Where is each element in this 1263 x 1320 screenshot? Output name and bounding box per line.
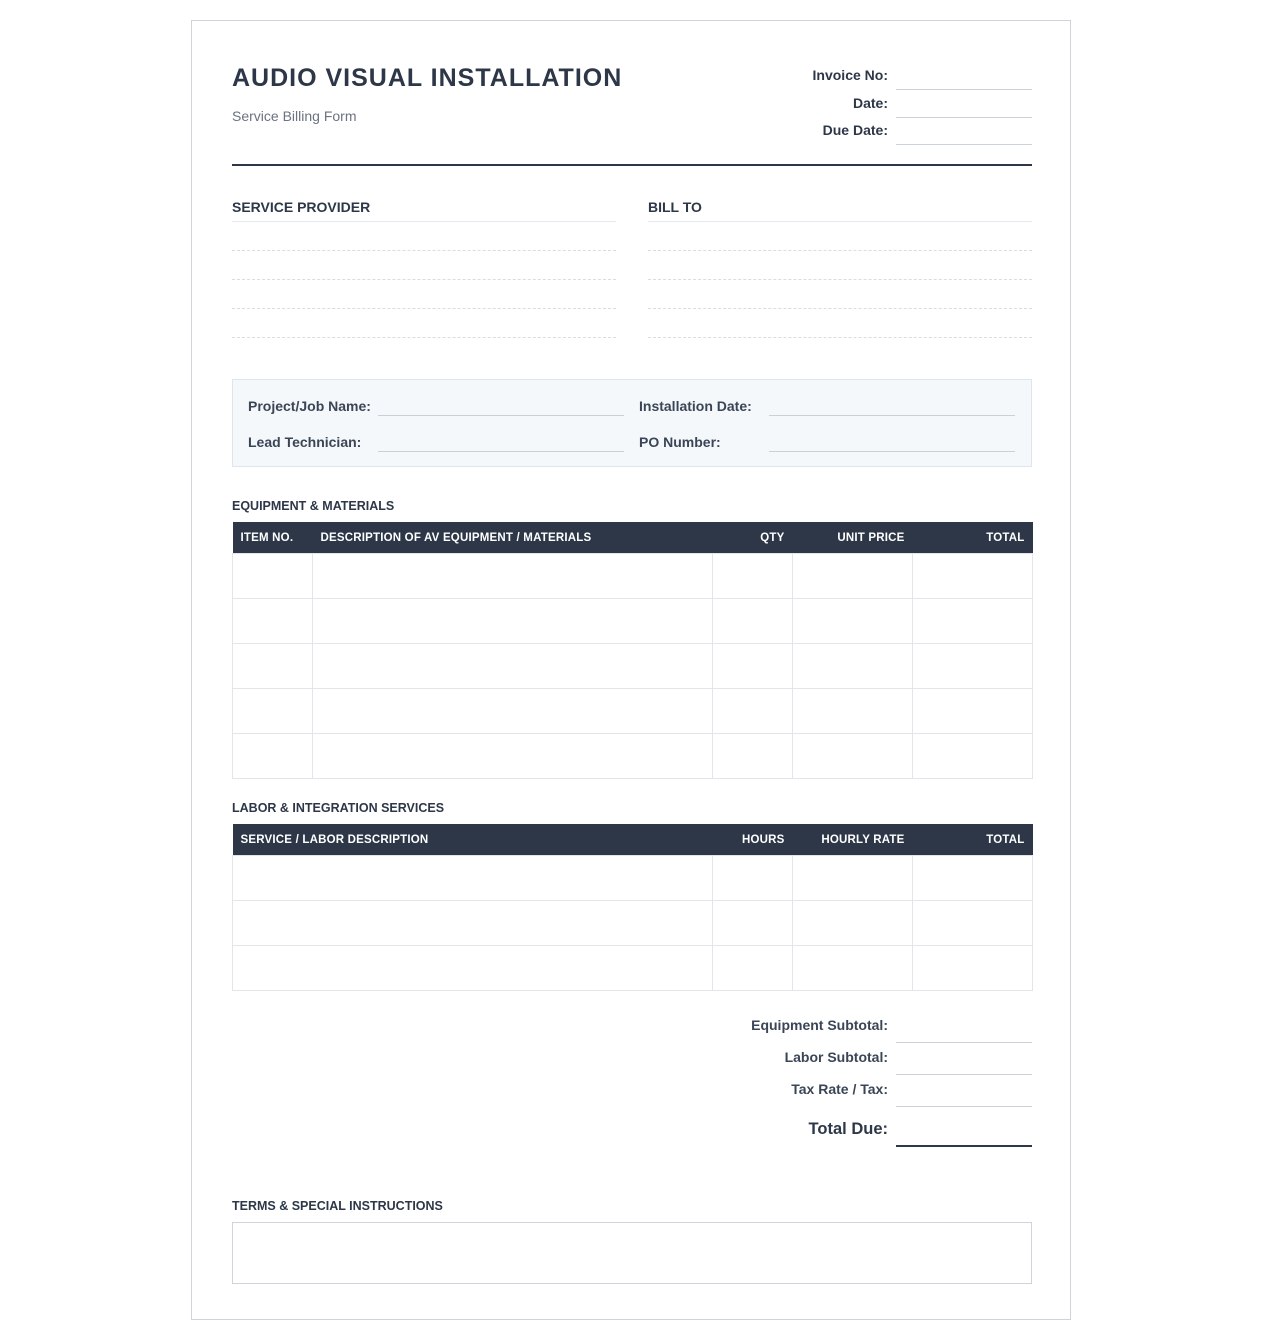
- table-cell[interactable]: [313, 689, 713, 734]
- table-cell[interactable]: [713, 554, 793, 599]
- due-date-row: [732, 120, 1032, 148]
- table-cell[interactable]: [913, 734, 1033, 779]
- equipment-section-title: EQUIPMENT & MATERIALS: [232, 499, 395, 513]
- totals-block: [632, 1011, 1032, 1153]
- lead-technician-label: Lead Technician:: [248, 434, 362, 450]
- table-row: [233, 856, 1033, 901]
- table-cell[interactable]: [313, 599, 713, 644]
- table-cell[interactable]: [713, 946, 793, 991]
- column-header-hours: HOURS: [713, 824, 793, 856]
- table-cell[interactable]: [233, 554, 313, 599]
- invoice-number-field[interactable]: [896, 89, 1032, 90]
- terms-section-title: TERMS & SPECIAL INSTRUCTIONS: [232, 1199, 443, 1213]
- table-cell[interactable]: [793, 644, 913, 689]
- column-header-total: TOTAL: [913, 824, 1033, 856]
- table-cell[interactable]: [793, 689, 913, 734]
- bill-to-block: [648, 197, 1032, 338]
- table-cell[interactable]: [233, 734, 313, 779]
- invoice-number-row: [732, 65, 1032, 93]
- table-cell[interactable]: [233, 946, 713, 991]
- lead-technician-field[interactable]: [378, 451, 624, 452]
- table-cell[interactable]: [233, 644, 313, 689]
- labor-subtotal-row: [632, 1043, 1032, 1075]
- table-cell[interactable]: [713, 901, 793, 946]
- service-provider-line[interactable]: [232, 251, 616, 280]
- labor-subtotal-label: Labor Subtotal:: [784, 1049, 888, 1065]
- table-row: [233, 901, 1033, 946]
- table-cell[interactable]: [313, 734, 713, 779]
- service-provider-line[interactable]: [232, 222, 616, 251]
- total-due-row: [632, 1107, 1032, 1153]
- job-name-label: Project/Job Name:: [248, 398, 371, 414]
- equipment-table: [232, 522, 1033, 779]
- table-cell[interactable]: [913, 554, 1033, 599]
- service-provider-block: [232, 197, 616, 338]
- header-divider: [232, 164, 1032, 166]
- bill-to-line[interactable]: [648, 251, 1032, 280]
- table-cell[interactable]: [793, 946, 913, 991]
- table-cell[interactable]: [793, 901, 913, 946]
- column-header-qty: QTY: [713, 522, 793, 554]
- bill-to-line[interactable]: [648, 309, 1032, 338]
- table-row: [233, 599, 1033, 644]
- column-header-unit-price: UNIT PRICE: [793, 522, 913, 554]
- date-row: [732, 93, 1032, 121]
- column-header-hourly-rate: HOURLY RATE: [793, 824, 913, 856]
- tax-label: Tax Rate / Tax:: [791, 1081, 888, 1097]
- table-row: [233, 554, 1033, 599]
- column-header-service-description: SERVICE / LABOR DESCRIPTION: [233, 824, 713, 856]
- table-cell[interactable]: [713, 856, 793, 901]
- table-cell[interactable]: [313, 554, 713, 599]
- po-number-field[interactable]: [769, 451, 1015, 452]
- due-date-field[interactable]: [896, 144, 1032, 145]
- table-row: [233, 946, 1033, 991]
- equipment-header-row: [233, 522, 1033, 554]
- table-cell[interactable]: [913, 644, 1033, 689]
- project-details-box: [232, 379, 1032, 467]
- invoice-number-label: Invoice No:: [812, 67, 888, 83]
- table-cell[interactable]: [913, 901, 1033, 946]
- service-provider-line[interactable]: [232, 280, 616, 309]
- job-name-field[interactable]: [378, 415, 624, 416]
- total-due-field[interactable]: [896, 1145, 1032, 1147]
- service-provider-heading: SERVICE PROVIDER: [232, 197, 616, 222]
- bill-to-heading: BILL TO: [648, 197, 1032, 222]
- invoice-page: [191, 20, 1071, 1320]
- column-header-description: DESCRIPTION OF AV EQUIPMENT / MATERIALS: [313, 522, 713, 554]
- table-cell[interactable]: [233, 599, 313, 644]
- table-cell[interactable]: [713, 734, 793, 779]
- column-header-total: TOTAL: [913, 522, 1033, 554]
- bill-to-line[interactable]: [648, 280, 1032, 309]
- form-subtitle: Service Billing Form: [232, 108, 357, 124]
- bill-to-line[interactable]: [648, 222, 1032, 251]
- installation-date-label: Installation Date:: [639, 398, 752, 414]
- table-cell[interactable]: [713, 599, 793, 644]
- column-header-item-no: ITEM NO.: [233, 522, 313, 554]
- date-field[interactable]: [896, 117, 1032, 118]
- labor-header-row: [233, 824, 1033, 856]
- form-title: AUDIO VISUAL INSTALLATION: [232, 64, 623, 92]
- table-cell[interactable]: [793, 554, 913, 599]
- po-number-label: PO Number:: [639, 434, 721, 450]
- invoice-meta: [732, 65, 1032, 148]
- due-date-label: Due Date:: [822, 122, 888, 138]
- equipment-subtotal-row: [632, 1011, 1032, 1043]
- table-cell[interactable]: [313, 644, 713, 689]
- table-row: [233, 734, 1033, 779]
- table-cell[interactable]: [233, 856, 713, 901]
- table-cell[interactable]: [913, 599, 1033, 644]
- table-row: [233, 644, 1033, 689]
- service-provider-line[interactable]: [232, 309, 616, 338]
- table-cell[interactable]: [793, 599, 913, 644]
- labor-table: [232, 824, 1033, 991]
- table-cell[interactable]: [713, 689, 793, 734]
- installation-date-field[interactable]: [769, 415, 1015, 416]
- table-cell[interactable]: [713, 644, 793, 689]
- total-due-label: Total Due:: [808, 1120, 888, 1138]
- table-row: [233, 689, 1033, 734]
- table-cell[interactable]: [793, 856, 913, 901]
- tax-row: [632, 1075, 1032, 1107]
- table-cell[interactable]: [913, 856, 1033, 901]
- table-cell[interactable]: [233, 901, 713, 946]
- table-cell[interactable]: [913, 689, 1033, 734]
- table-cell[interactable]: [233, 689, 313, 734]
- labor-section-title: LABOR & INTEGRATION SERVICES: [232, 801, 445, 815]
- table-cell[interactable]: [793, 734, 913, 779]
- terms-textarea[interactable]: [232, 1222, 1032, 1284]
- table-cell[interactable]: [913, 946, 1033, 991]
- date-label: Date:: [852, 94, 888, 111]
- equipment-subtotal-label: Equipment Subtotal:: [751, 1017, 888, 1033]
